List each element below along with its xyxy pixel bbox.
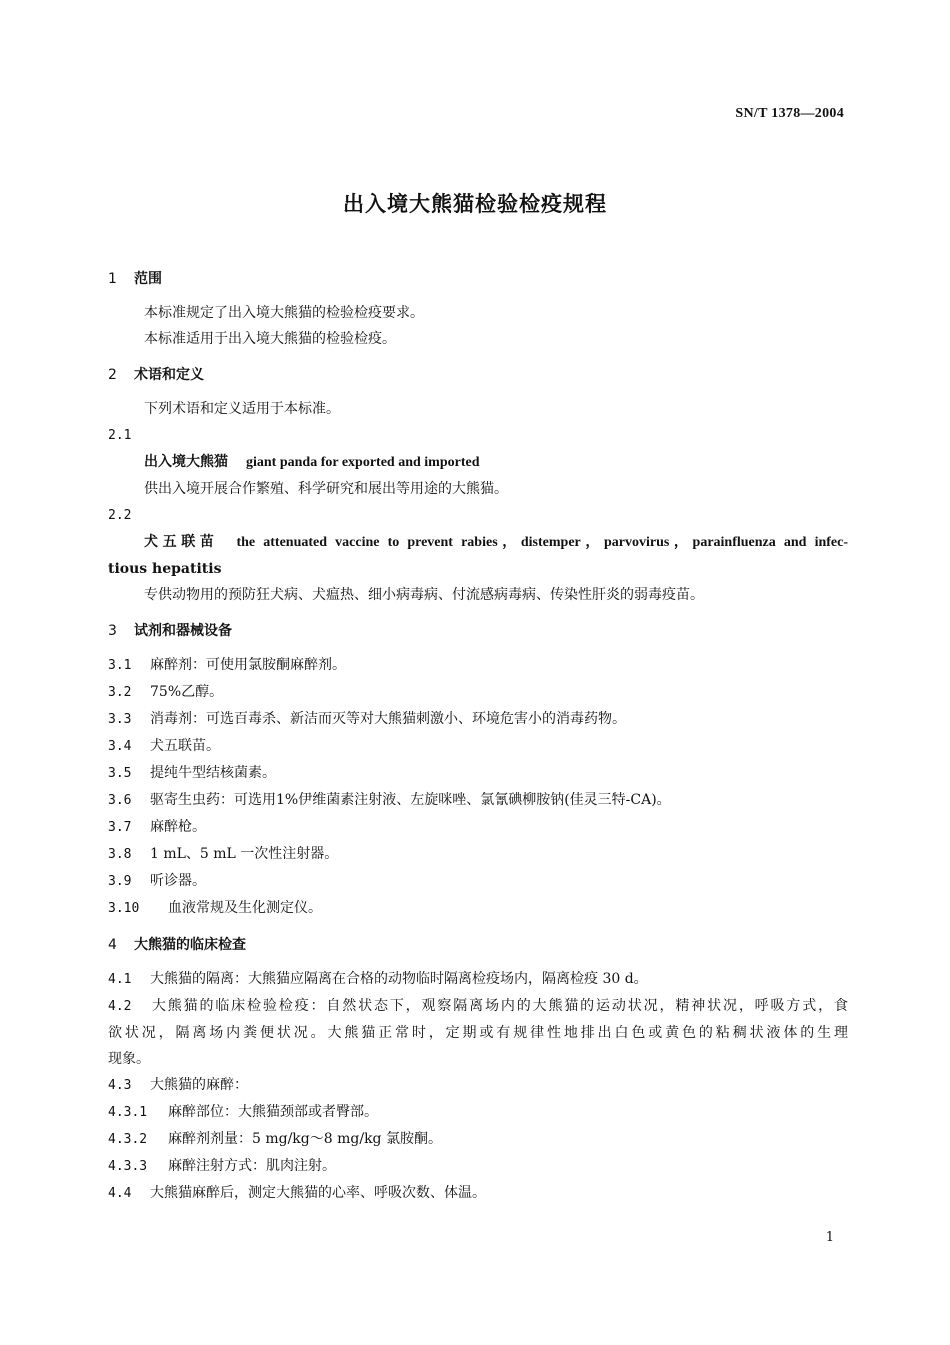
list-item: 3.6 驱寄生虫药：可选用1%伊维菌素注射液、左旋咪唑、氯氰碘柳胺钠(佳灵三特-CA)。 bbox=[108, 792, 671, 808]
term-number: 2.1 bbox=[108, 428, 132, 443]
clause-4-3-3: 4.3.3 麻醉注射方式：肌肉注射。 bbox=[108, 1158, 336, 1174]
list-item: 3.2 75%乙醇。 bbox=[108, 684, 224, 700]
list-item: 3.4 犬五联苗。 bbox=[108, 738, 220, 754]
list-item: 3.9 听诊器。 bbox=[108, 873, 206, 889]
term-en-continued: tious hepatitis bbox=[108, 561, 222, 577]
section-heading-2 bbox=[108, 362, 848, 388]
section-number: 1 bbox=[108, 271, 117, 287]
clause-4-4: 4.4 大熊猫麻醉后，测定大熊猫的心率、呼吸次数、体温。 bbox=[108, 1185, 486, 1201]
section-title: 试剂和器械设备 bbox=[134, 623, 232, 639]
clause-4-3: 4.3 大熊猫的麻醉： bbox=[108, 1077, 248, 1093]
list-item: 3.1 麻醉剂：可使用氯胺酮麻醉剂。 bbox=[108, 657, 346, 673]
paragraph: 本标准规定了出入境大熊猫的检验检疫要求。 bbox=[144, 305, 424, 321]
clause-4-2-continued: 欲状况，隔离场内粪便状况。大熊猫正常时，定期或有规律性地排出白色或黄色的粘稠状液体的生理 bbox=[108, 1025, 848, 1041]
section-title: 范围 bbox=[134, 271, 162, 287]
clause-4-3-1: 4.3.1 麻醉部位：大熊猫颈部或者臀部。 bbox=[108, 1104, 378, 1120]
standard-code: SN/T 1378—2004 bbox=[735, 106, 844, 121]
document-body bbox=[108, 266, 848, 1207]
section-title: 术语和定义 bbox=[134, 367, 204, 383]
term-zh: 犬五联苗 bbox=[144, 534, 219, 550]
section-heading-3 bbox=[108, 618, 848, 644]
clause-4-2: 4.2 大熊猫的临床检验检疫：自然状态下，观察隔离场内的大熊猫的运动状况，精神状况，呼吸方式，食 bbox=[108, 998, 848, 1014]
list-item: 3.8 1 mL、5 mL 一次性注射器。 bbox=[108, 846, 339, 862]
term-definition: 供出入境开展合作繁殖、科学研究和展出等用途的大熊猫。 bbox=[144, 481, 508, 497]
paragraph: 本标准适用于出入境大熊猫的检验检疫。 bbox=[144, 331, 396, 347]
section-number: 3 bbox=[108, 623, 117, 639]
paragraph: 下列术语和定义适用于本标准。 bbox=[144, 401, 340, 417]
section-title: 大熊猫的临床检查 bbox=[134, 937, 246, 953]
clause-4-2-continued: 现象。 bbox=[108, 1051, 150, 1067]
term-en: giant panda for exported and imported bbox=[246, 455, 480, 470]
term-definition: 专供动物用的预防狂犬病、犬瘟热、细小病毒病、付流感病毒病、传染性肝炎的弱毒疫苗。 bbox=[144, 587, 704, 603]
term-entry bbox=[108, 449, 848, 476]
list-item: 3.5 提纯牛型结核菌素。 bbox=[108, 765, 276, 781]
list-item: 3.10 血液常规及生化测定仪。 bbox=[108, 900, 322, 916]
clause-4-1: 4.1 大熊猫的隔离：大熊猫应隔离在合格的动物临时隔离检疫场内，隔离检疫 30 d。 bbox=[108, 971, 648, 987]
section-number: 4 bbox=[108, 937, 117, 953]
term-entry bbox=[108, 529, 848, 556]
section-number: 2 bbox=[108, 367, 117, 383]
document-title: 出入境大熊猫检验检疫规程 bbox=[343, 192, 607, 216]
term-zh: 出入境大熊猫 bbox=[144, 454, 228, 470]
list-item: 3.7 麻醉枪。 bbox=[108, 819, 206, 835]
section-heading-1 bbox=[108, 266, 848, 292]
section-heading-4 bbox=[108, 932, 848, 958]
term-number: 2.2 bbox=[108, 508, 132, 523]
term-en: the attenuated vaccine to prevent rabies，distemper，parvovirus，parainfluenza and infec- bbox=[236, 535, 849, 550]
page-number: 1 bbox=[825, 1230, 834, 1245]
clause-4-3-2: 4.3.2 麻醉剂剂量：5 mg/kg～8 mg/kg 氯胺酮。 bbox=[108, 1131, 442, 1147]
list-item: 3.3 消毒剂：可选百毒杀、新洁而灭等对大熊猫刺激小、环境危害小的消毒药物。 bbox=[108, 711, 626, 727]
